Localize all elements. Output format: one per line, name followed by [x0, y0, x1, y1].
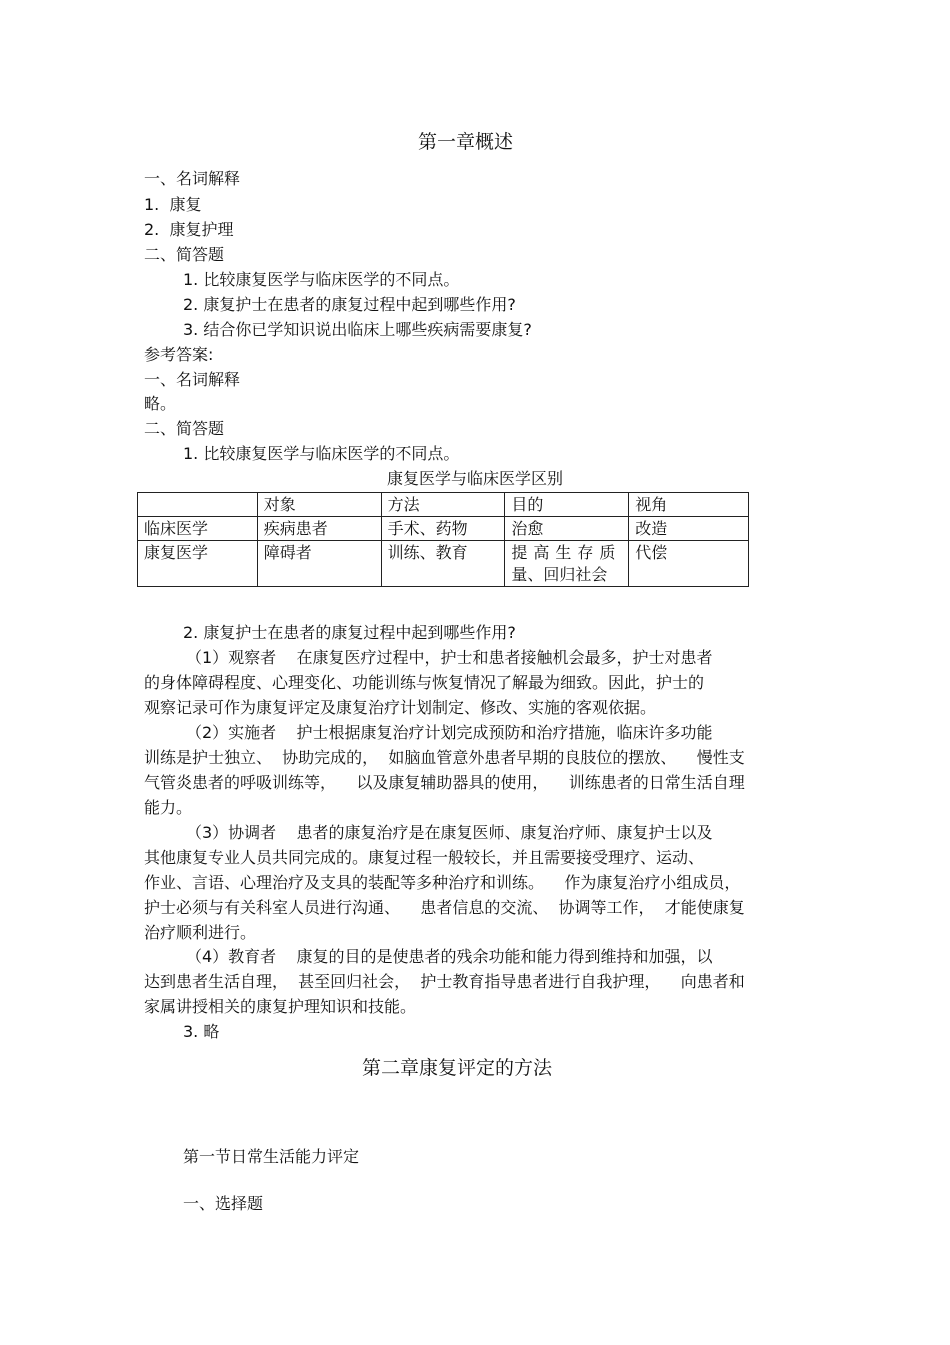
table-header-row — [138, 493, 749, 517]
table-cell: 障碍者 — [257, 541, 381, 587]
subsection-title: 一、选择题 — [183, 1194, 264, 1213]
paragraph-line: 训练是护士独立、 协助完成的， 如脑血管意外患者早期的良肢位的摆放、 慢性支 — [144, 748, 745, 767]
chapter2-title: 第二章康复评定的方法 — [362, 1057, 553, 1079]
table-cell: 代偿 — [629, 541, 749, 587]
chapter1-title: 第一章概述 — [418, 131, 514, 153]
table-cell: 临床医学 — [138, 517, 258, 541]
table-cell-goal — [505, 541, 629, 587]
section-heading: 一、名词解释 — [144, 169, 241, 188]
answer-question: 1. 比较康复医学与临床医学的不同点。 — [183, 444, 460, 463]
answer-text: 略。 — [144, 394, 177, 413]
table-header-cell: 目的 — [505, 493, 629, 517]
question-item: 1. 比较康复医学与临床医学的不同点。 — [183, 270, 460, 289]
paragraph-line: 其他康复专业人员共同完成的。康复过程一般较长，并且需要接受理疗、运动、 — [144, 848, 705, 867]
table-cell: 康复医学 — [138, 541, 258, 587]
paragraph-line: 能力。 — [144, 798, 193, 817]
table-header-cell — [138, 493, 258, 517]
table-header-cell: 视角 — [629, 493, 749, 517]
goal-line: 提高生存质 — [511, 543, 622, 562]
paragraph-line: 达到患者生活自理， 甚至回归社会， 护士教育指导患者进行自我护理， 向患者和 — [144, 972, 745, 991]
section-heading: 二、简答题 — [144, 419, 225, 438]
paragraph-line: 治疗顺利进行。 — [144, 923, 257, 942]
question-item: 3. 结合你已学知识说出临床上哪些疾病需要康复? — [183, 320, 532, 339]
table-cell: 治愈 — [505, 517, 629, 541]
paragraph-line: 气管炎患者的呼吸训练等， 以及康复辅助器具的使用， 训练患者的日常生活自理 — [144, 773, 745, 792]
paragraph-line: 家属讲授相关的康复护理知识和技能。 — [144, 997, 417, 1016]
paragraph-line: 的身体障碍程度、心理变化、功能训练与恢复情况了解最为细致。因此，护士的 — [144, 673, 705, 692]
table-row — [138, 541, 749, 587]
table-header-cell: 对象 — [257, 493, 381, 517]
table-header-cell: 方法 — [381, 493, 505, 517]
table-row — [138, 517, 749, 541]
table-caption: 康复医学与临床医学区别 — [387, 469, 564, 488]
paragraph-line: 观察记录可作为康复评定及康复治疗计划制定、修改、实施的客观依据。 — [144, 698, 657, 717]
term-item: 1. 康复 — [144, 195, 202, 214]
section-title: 第一节日常生活能力评定 — [183, 1147, 360, 1166]
table-cell: 训练、教育 — [381, 541, 505, 587]
paragraph-line: （1）观察者 在康复医疗过程中，护士和患者接触机会最多，护士对患者 — [186, 648, 713, 667]
answers-heading: 参考答案: — [144, 345, 214, 364]
paragraph-line: 护士必须与有关科室人员进行沟通、 患者信息的交流、 协调等工作， 才能使康复 — [144, 898, 745, 917]
question-item: 2. 康复护士在患者的康复过程中起到哪些作用? — [183, 295, 516, 314]
comparison-table — [137, 492, 749, 587]
paragraph-line: （3）协调者 患者的康复治疗是在康复医师、康复治疗师、康复护士以及 — [186, 823, 713, 842]
paragraph-line: （4）教育者 康复的目的是使患者的残余功能和能力得到维持和加强，以 — [186, 947, 713, 966]
paragraph-line: （2）实施者 护士根据康复治疗计划完成预防和治疗措施，临床许多功能 — [186, 723, 713, 742]
table-cell: 手术、药物 — [381, 517, 505, 541]
table-cell: 疾病患者 — [257, 517, 381, 541]
answer-question: 3. 略 — [183, 1022, 220, 1041]
goal-line: 量、回归社会 — [511, 565, 608, 584]
answer-question: 2. 康复护士在患者的康复过程中起到哪些作用? — [183, 623, 516, 642]
section-heading: 二、简答题 — [144, 245, 225, 264]
section-heading: 一、名词解释 — [144, 370, 241, 389]
term-item: 2. 康复护理 — [144, 220, 234, 239]
table-cell: 改造 — [629, 517, 749, 541]
paragraph-line: 作业、言语、心理治疗及支具的装配等多种治疗和训练。 作为康复治疗小组成员， — [144, 873, 741, 892]
